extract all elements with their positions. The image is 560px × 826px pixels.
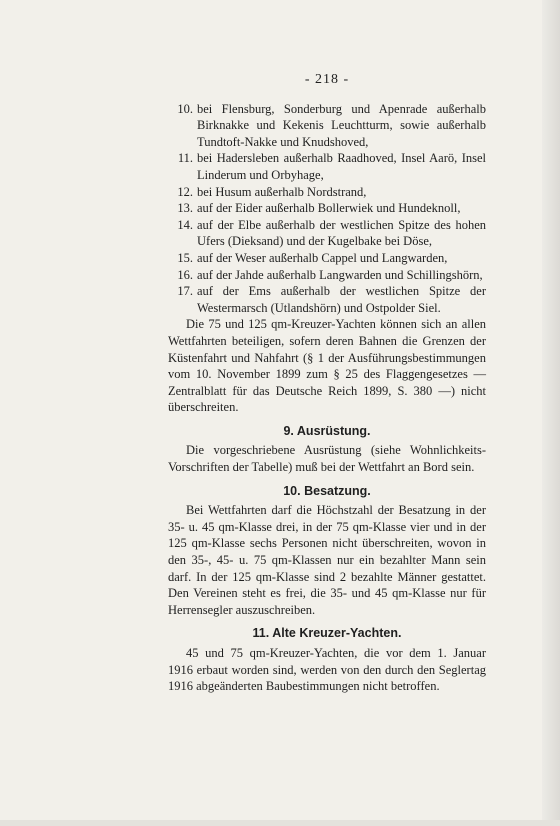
list-item xyxy=(168,250,486,267)
list-item-text: bei Hadersleben außerhalb Raadhoved, Insel Aarö, Insel Linderum und Orbyhage, xyxy=(197,151,486,182)
list-item-number: 17. xyxy=(177,284,193,299)
page-edge-shadow xyxy=(542,0,560,826)
list-item-text: auf der Elbe außerhalb der westlichen Spitze des hohen Ufers (Dieksand) und der Kugelbake bei Döse, xyxy=(197,217,486,249)
list-item-number: 12. xyxy=(177,184,193,199)
paragraph-besatzung: Bei Wettfahrten darf die Höchstzahl der Besatzung in der 35- u. 45 qm-Klasse drei, in der 75 qm-Klasse vier und in der 125 qm-Klasse sechs Personen nicht überschreiten, wovon in den 35-, 45- u. 75 qm-Klassen nur ein bezahlter Mann sein darf. In der 125 qm-Klasse sind 2 bezahlte Männer gestattet. Den Vereinen steht es frei, die 35- und 45 qm-Klasse nur für Herrensegler auszuschreiben. xyxy=(168,503,486,617)
list-item xyxy=(168,200,486,217)
list-item-text: bei Husum außerhalb Nordstrand, xyxy=(197,184,367,199)
list-item-number: 10. xyxy=(177,101,193,116)
paragraph-alte-kreuzer-yachten: 45 und 75 qm-Kreuzer-Yachten, die vor dem 1. Januar 1916 erbaut worden sind, werden von den durch den Seglertag 1916 abgeänderten Baubestimmungen nicht betroffen. xyxy=(168,646,486,694)
paragraph-ausruestung: Die vorgeschriebene Ausrüstung (siehe Wohnlichkeits-Vorschriften der Tabelle) muß bei der Wettfahrt an Bord sein. xyxy=(168,443,486,475)
section-heading-besatzung: 10. Besatzung. xyxy=(283,483,371,498)
list-item xyxy=(168,217,486,250)
paragraph-yacht-eligibility: Die 75 und 125 qm-Kreuzer-Yachten können sich an allen Wettfahrten beteiligen, sofern deren Bahnen die Grenzen der Küstenfahrt und Nahfahrt (§ 1 der Ausführungsbestimmungen vom 10. November 1899 zum § 25 des Flaggengesetzes — Zentralblatt für das Deutsche Reich 1899, S. 380 —) nicht überschreiten. xyxy=(168,317,486,415)
list-item-number: 11. xyxy=(177,151,193,166)
list-item xyxy=(168,150,486,183)
list-item xyxy=(168,283,486,316)
list-item-number: 16. xyxy=(177,267,193,282)
page-number: - 218 - xyxy=(304,72,350,87)
section-heading-alte-kreuzer-yachten: 11. Alte Kreuzer-Yachten. xyxy=(252,626,402,641)
list-item-number: 15. xyxy=(177,250,193,265)
list-item-text: auf der Jahde außerhalb Langwarden und Schillingshörn, xyxy=(197,267,483,282)
section-heading-ausruestung: 9. Ausrüstung. xyxy=(283,423,371,438)
list-item-number: 14. xyxy=(177,217,193,232)
numbered-list xyxy=(168,101,486,317)
list-item-text: auf der Ems außerhalb der westlichen Spitze der Westermarsch (Utlandshörn) und Ostpolder Siel. xyxy=(197,284,486,315)
list-item xyxy=(168,184,486,201)
list-item-number: 13. xyxy=(177,201,193,216)
list-item xyxy=(168,101,486,151)
list-item xyxy=(168,267,486,284)
list-item-text: auf der Eider außerhalb Bollerwiek und Hundeknoll, xyxy=(197,201,461,216)
list-item-text: auf der Weser außerhalb Cappel und Langwarden, xyxy=(197,250,448,265)
list-item-text: bei Flensburg, Sonderburg und Apenrade außerhalb Birknakke und Kekenis Leuchtturm, sowie außerhalb Tundtoft-Nakke und Knudshoved, xyxy=(197,101,486,149)
page-bottom-edge xyxy=(0,820,560,826)
page-text-block xyxy=(168,72,486,695)
